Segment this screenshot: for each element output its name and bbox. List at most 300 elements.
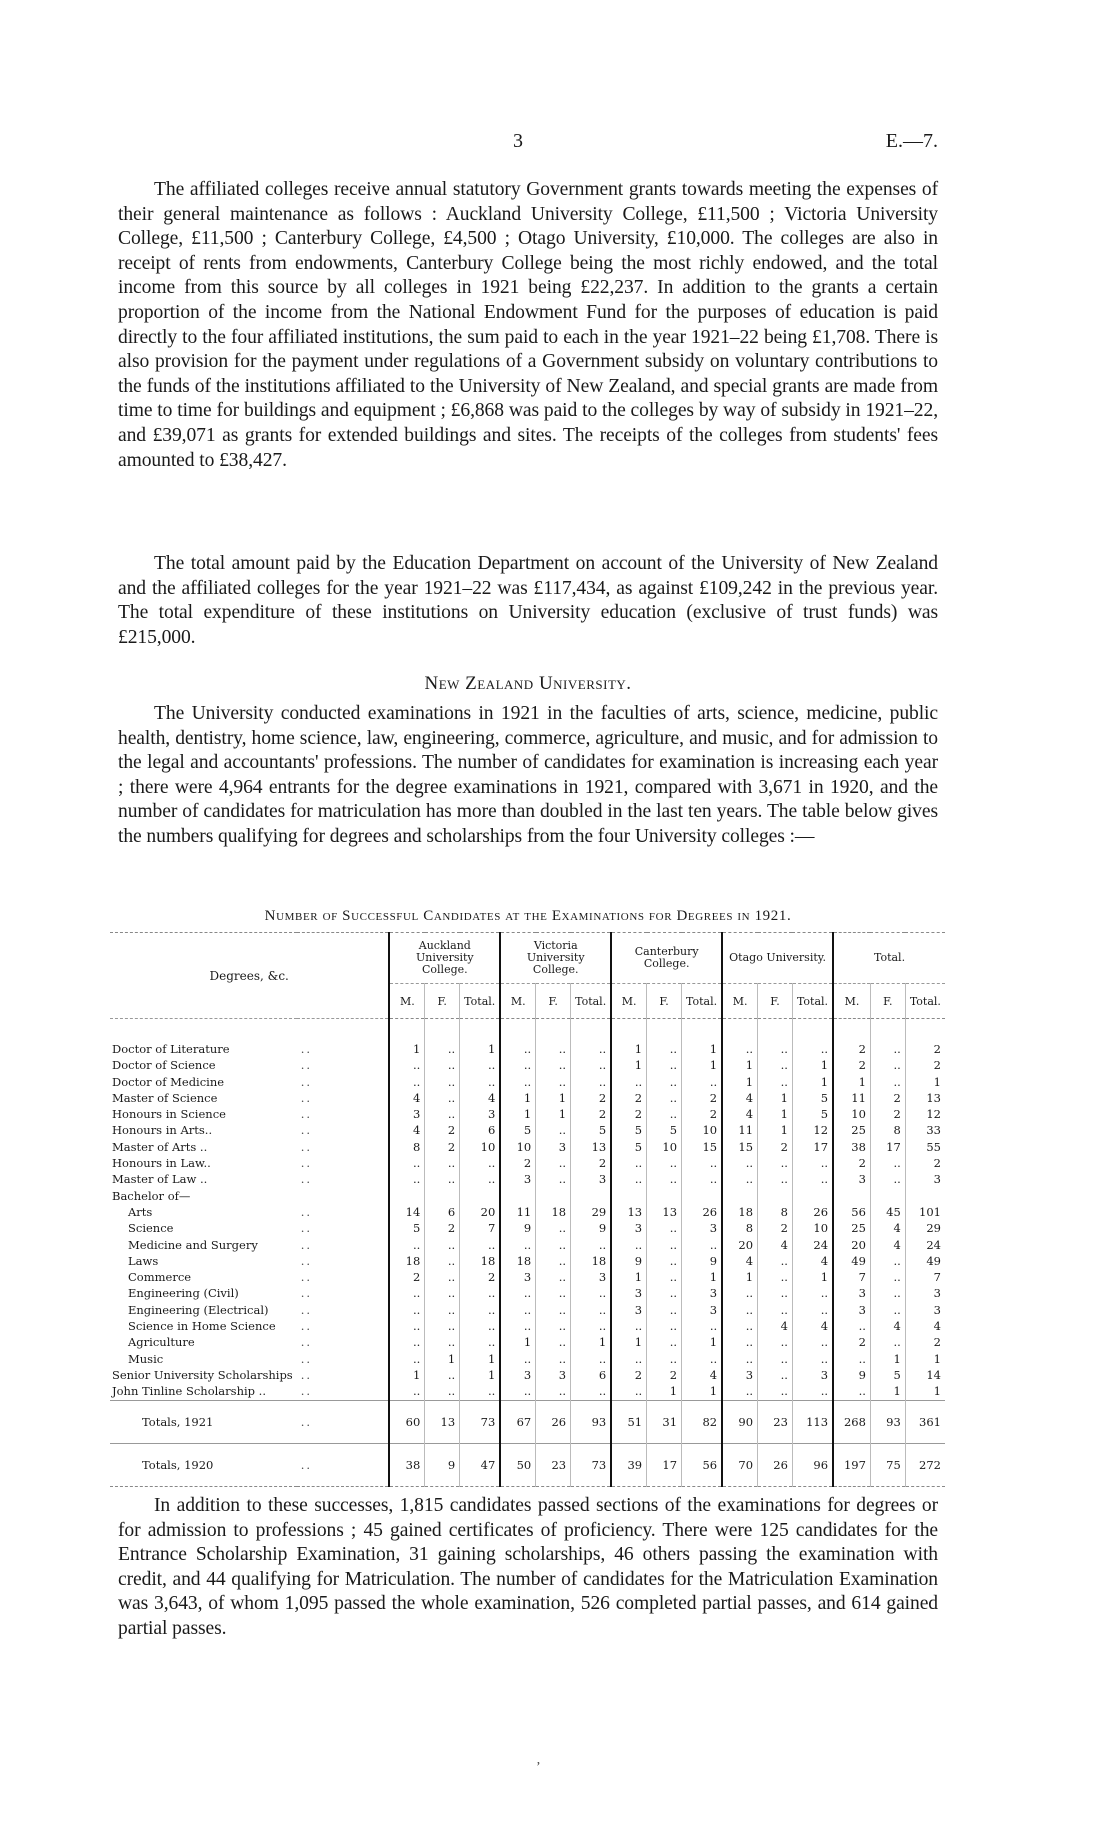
- cell-value: 2: [833, 1155, 870, 1171]
- cell-value: 268: [833, 1400, 870, 1443]
- paragraph-total-expenditure: The total amount paid by the Education Department on account of the University of New Zealand and the affiliated colleges for the year 1921–22 was £117,434, as against £109,242 in the previous year. The total expenditure of these institutions on University education (exclusive of trust funds) was £215,000.: [118, 553, 938, 648]
- cell-value: ..: [536, 1220, 571, 1236]
- table-row: [110, 1351, 945, 1367]
- table-row: [110, 1188, 945, 1204]
- cell-value: 1: [500, 1334, 535, 1350]
- cell-value: 6: [460, 1122, 501, 1138]
- cell-value: 5: [792, 1090, 833, 1106]
- cell-value: ..: [647, 1220, 682, 1236]
- cell-value: 3: [611, 1285, 646, 1301]
- cell-value: 3: [682, 1220, 723, 1236]
- dot-leader: ..: [297, 1443, 390, 1486]
- cell-value: [571, 1188, 612, 1204]
- cell-value: 82: [682, 1400, 723, 1443]
- cell-value: 4: [722, 1090, 757, 1106]
- cell-value: 5: [571, 1122, 612, 1138]
- cell-value: ..: [682, 1074, 723, 1090]
- cell-value: ..: [425, 1057, 460, 1073]
- cell-value: 1: [682, 1019, 723, 1058]
- dot-leader: ..: [300, 1090, 313, 1105]
- column-header: F.: [536, 984, 571, 1019]
- cell-value: 18: [389, 1253, 424, 1269]
- cell-value: 10: [500, 1139, 535, 1155]
- cell-value: 50: [500, 1443, 535, 1486]
- cell-value: ..: [571, 1057, 612, 1073]
- paragraph-additional-successes: In addition to these successes, 1,815 candidates passed sections of the examinations for degrees or for admission to professions ; 45 gained certificates of proficiency. There were 125 candidates for the Entrance Scholarship Examination, 31 gaining scholarships, 46 others passing the examination with credit, and 44 qualifying for Matriculation. The number of candidates for the Matriculation Examination was 3,643, of whom 1,095 passed the whole examination, 526 completed partial passes, and 614 gained partial passes.: [118, 1495, 938, 1639]
- cell-value: 3: [833, 1302, 870, 1318]
- cell-value: ..: [571, 1302, 612, 1318]
- cell-value: 3: [833, 1171, 870, 1187]
- cell-value: ..: [722, 1155, 757, 1171]
- cell-value: 9: [682, 1253, 723, 1269]
- cell-value: ..: [460, 1334, 501, 1350]
- cell-value: 70: [722, 1443, 757, 1486]
- cell-value: ..: [758, 1074, 793, 1090]
- cell-value: ..: [571, 1383, 612, 1400]
- cell-value: 56: [833, 1204, 870, 1220]
- row-label: Arts: [128, 1204, 153, 1219]
- cell-value: 93: [571, 1400, 612, 1443]
- cell-value: 56: [682, 1443, 723, 1486]
- cell-value: ..: [536, 1285, 571, 1301]
- cell-value: 12: [792, 1122, 833, 1138]
- cell-value: 2: [905, 1334, 945, 1350]
- dot-leader: ..: [300, 1156, 313, 1171]
- cell-value: 1: [500, 1090, 535, 1106]
- cell-value: ..: [389, 1334, 424, 1350]
- group-header: Victoria University College.: [500, 933, 611, 984]
- cell-value: ..: [647, 1090, 682, 1106]
- cell-value: [870, 1188, 905, 1204]
- cell-value: ..: [460, 1171, 501, 1187]
- cell-value: ..: [870, 1302, 905, 1318]
- cell-value: 3: [500, 1367, 535, 1383]
- cell-value: 4: [389, 1090, 424, 1106]
- row-label: John Tinline Scholarship ..: [112, 1384, 266, 1399]
- dot-leader: ..: [300, 1139, 313, 1154]
- cell-value: 4: [460, 1090, 501, 1106]
- cell-value: 24: [792, 1237, 833, 1253]
- cell-value: ..: [758, 1155, 793, 1171]
- cell-value: 90: [722, 1400, 757, 1443]
- dot-leader: ..: [300, 1042, 313, 1056]
- cell-value: 2: [870, 1106, 905, 1122]
- cell-value: 3: [571, 1269, 612, 1285]
- cell-value: 3: [792, 1367, 833, 1383]
- cell-value: 3: [500, 1171, 535, 1187]
- cell-value: 1: [905, 1351, 945, 1367]
- cell-value: ..: [389, 1285, 424, 1301]
- cell-value: 5: [792, 1106, 833, 1122]
- cell-value: ..: [833, 1351, 870, 1367]
- cell-value: 272: [905, 1443, 945, 1486]
- cell-value: 2: [905, 1057, 945, 1073]
- cell-value: 13: [571, 1139, 612, 1155]
- cell-value: 4: [792, 1318, 833, 1334]
- cell-value: 9: [571, 1220, 612, 1236]
- cell-value: 7: [460, 1220, 501, 1236]
- cell-value: 29: [571, 1204, 612, 1220]
- cell-value: 18: [571, 1253, 612, 1269]
- cell-value: ..: [460, 1285, 501, 1301]
- cell-value: ..: [536, 1155, 571, 1171]
- dot-leader: ..: [300, 1270, 313, 1285]
- cell-value: 18: [722, 1204, 757, 1220]
- page-number: 3: [513, 130, 523, 152]
- cell-value: ..: [833, 1318, 870, 1334]
- cell-value: ..: [647, 1351, 682, 1367]
- table-row: [110, 1269, 945, 1285]
- cell-value: [536, 1188, 571, 1204]
- cell-value: 2: [682, 1106, 723, 1122]
- cell-value: ..: [722, 1302, 757, 1318]
- cell-value: 1: [870, 1383, 905, 1400]
- cell-value: 73: [460, 1400, 501, 1443]
- cell-value: 1: [792, 1074, 833, 1090]
- row-header: Degrees, &c.: [110, 933, 389, 1019]
- cell-value: [682, 1188, 723, 1204]
- dot-leader: ..: [300, 1074, 313, 1089]
- column-header: M.: [833, 984, 870, 1019]
- cell-value: ..: [870, 1019, 905, 1058]
- cell-value: 12: [905, 1106, 945, 1122]
- cell-value: 3: [682, 1285, 723, 1301]
- cell-value: ..: [758, 1269, 793, 1285]
- cell-value: 8: [722, 1220, 757, 1236]
- cell-value: ..: [722, 1334, 757, 1350]
- row-label: Bachelor of—: [112, 1188, 191, 1203]
- cell-value: 4: [722, 1253, 757, 1269]
- cell-value: ..: [536, 1122, 571, 1138]
- cell-value: 1: [722, 1269, 757, 1285]
- cell-value: ..: [611, 1171, 646, 1187]
- section-title: New Zealand University.: [424, 673, 632, 694]
- cell-value: 4: [758, 1237, 793, 1253]
- dot-leader: ..: [300, 1351, 313, 1366]
- cell-value: ..: [425, 1383, 460, 1400]
- cell-value: 2: [611, 1106, 646, 1122]
- row-label: Medicine and Surgery: [128, 1237, 258, 1252]
- cell-value: ..: [389, 1302, 424, 1318]
- column-header: Total.: [792, 984, 833, 1019]
- cell-value: 73: [571, 1443, 612, 1486]
- cell-value: 5: [500, 1122, 535, 1138]
- cell-value: 2: [611, 1367, 646, 1383]
- cell-value: ..: [722, 1318, 757, 1334]
- cell-value: 1: [611, 1057, 646, 1073]
- cell-value: 4: [682, 1367, 723, 1383]
- cell-value: 4: [758, 1318, 793, 1334]
- dot-leader: ..: [300, 1237, 313, 1252]
- cell-value: ..: [425, 1318, 460, 1334]
- cell-value: ..: [611, 1155, 646, 1171]
- table-row: [110, 1122, 945, 1138]
- column-header: F.: [647, 984, 682, 1019]
- cell-value: ..: [722, 1351, 757, 1367]
- cell-value: ..: [500, 1074, 535, 1090]
- cell-value: ..: [571, 1237, 612, 1253]
- cell-value: [905, 1188, 945, 1204]
- cell-value: 2: [425, 1220, 460, 1236]
- table-row: [110, 1285, 945, 1301]
- cell-value: ..: [389, 1074, 424, 1090]
- cell-value: 2: [870, 1090, 905, 1106]
- dot-leader: ..: [297, 1400, 390, 1443]
- cell-value: ..: [460, 1318, 501, 1334]
- totals-row: [110, 1400, 945, 1443]
- stray-mark: ’: [536, 1760, 541, 1775]
- cell-value: 24: [905, 1237, 945, 1253]
- cell-value: ..: [647, 1057, 682, 1073]
- cell-value: 3: [905, 1302, 945, 1318]
- cell-value: 33: [905, 1122, 945, 1138]
- cell-value: 1: [682, 1269, 723, 1285]
- cell-value: 55: [905, 1139, 945, 1155]
- cell-value: 25: [833, 1220, 870, 1236]
- cell-value: ..: [425, 1171, 460, 1187]
- cell-value: 1: [792, 1057, 833, 1073]
- cell-value: ..: [460, 1237, 501, 1253]
- cell-value: 5: [611, 1122, 646, 1138]
- cell-value: ..: [425, 1253, 460, 1269]
- cell-value: ..: [792, 1171, 833, 1187]
- cell-value: 47: [460, 1443, 501, 1486]
- cell-value: ..: [536, 1253, 571, 1269]
- row-label: Doctor of Science: [112, 1058, 216, 1073]
- column-header: M.: [611, 984, 646, 1019]
- cell-value: ..: [536, 1383, 571, 1400]
- cell-value: ..: [870, 1057, 905, 1073]
- cell-value: 8: [870, 1122, 905, 1138]
- cell-value: 8: [758, 1204, 793, 1220]
- cell-value: ..: [389, 1237, 424, 1253]
- cell-value: 20: [722, 1237, 757, 1253]
- table-row: [110, 1106, 945, 1122]
- cell-value: 38: [833, 1139, 870, 1155]
- cell-value: 1: [647, 1383, 682, 1400]
- cell-value: ..: [682, 1237, 723, 1253]
- row-label: Engineering (Electrical): [128, 1302, 269, 1317]
- table-caption: Number of Successful Candidates at the Examinations for Degrees in 1921.: [264, 908, 792, 924]
- successful-candidates-table: [110, 932, 945, 1495]
- dot-leader: ..: [300, 1123, 313, 1138]
- cell-value: ..: [425, 1090, 460, 1106]
- column-header: F.: [758, 984, 793, 1019]
- dot-leader: ..: [300, 1286, 313, 1301]
- cell-value: 18: [536, 1204, 571, 1220]
- cell-value: 14: [905, 1367, 945, 1383]
- cell-value: 1: [611, 1019, 646, 1058]
- cell-value: ..: [425, 1074, 460, 1090]
- cell-value: ..: [389, 1383, 424, 1400]
- cell-value: 2: [833, 1334, 870, 1350]
- table-totals: [110, 1400, 945, 1486]
- cell-value: ..: [425, 1285, 460, 1301]
- table-row: [110, 1019, 945, 1058]
- cell-value: 5: [389, 1220, 424, 1236]
- cell-value: 10: [647, 1139, 682, 1155]
- cell-value: ..: [682, 1155, 723, 1171]
- cell-value: ..: [722, 1171, 757, 1187]
- row-label: Music: [128, 1351, 164, 1366]
- cell-value: 1: [536, 1106, 571, 1122]
- table-row: [110, 1302, 945, 1318]
- cell-value: 1: [833, 1074, 870, 1090]
- cell-value: 26: [758, 1443, 793, 1486]
- dot-leader: ..: [300, 1221, 313, 1236]
- column-header: M.: [500, 984, 535, 1019]
- cell-value: ..: [870, 1074, 905, 1090]
- cell-value: ..: [425, 1019, 460, 1058]
- cell-value: 49: [905, 1253, 945, 1269]
- cell-value: 13: [611, 1204, 646, 1220]
- cell-value: ..: [833, 1383, 870, 1400]
- cell-value: 4: [870, 1237, 905, 1253]
- cell-value: ..: [500, 1351, 535, 1367]
- cell-value: 2: [905, 1155, 945, 1171]
- cell-value: 10: [682, 1122, 723, 1138]
- totals-row: [110, 1443, 945, 1486]
- cell-value: ..: [647, 1155, 682, 1171]
- group-header: Auckland University College.: [389, 933, 500, 984]
- cell-value: 1: [536, 1090, 571, 1106]
- table-body: [110, 1019, 945, 1401]
- cell-value: 11: [500, 1204, 535, 1220]
- cell-value: ..: [536, 1302, 571, 1318]
- dot-leader: ..: [300, 1204, 313, 1219]
- cell-value: ..: [500, 1019, 535, 1058]
- cell-value: ..: [500, 1057, 535, 1073]
- column-header: M.: [722, 984, 757, 1019]
- running-header: [118, 130, 938, 154]
- cell-value: ..: [425, 1106, 460, 1122]
- cell-value: ..: [611, 1074, 646, 1090]
- table-row: [110, 1220, 945, 1236]
- cell-value: ..: [647, 1171, 682, 1187]
- table-row: [110, 1204, 945, 1220]
- cell-value: ..: [722, 1019, 757, 1058]
- cell-value: ..: [536, 1074, 571, 1090]
- cell-value: ..: [870, 1269, 905, 1285]
- column-header: M.: [389, 984, 424, 1019]
- cell-value: 9: [611, 1253, 646, 1269]
- table-row: [110, 1367, 945, 1383]
- cell-value: 1: [722, 1057, 757, 1073]
- table-row: [110, 1171, 945, 1187]
- cell-value: 2: [758, 1220, 793, 1236]
- cell-value: 3: [571, 1171, 612, 1187]
- cell-value: ..: [647, 1269, 682, 1285]
- cell-value: 29: [905, 1220, 945, 1236]
- cell-value: 197: [833, 1443, 870, 1486]
- table-row: [110, 1237, 945, 1253]
- dot-leader: ..: [300, 1253, 313, 1268]
- cell-value: ..: [647, 1334, 682, 1350]
- column-header: Total.: [571, 984, 612, 1019]
- cell-value: 7: [833, 1269, 870, 1285]
- cell-value: 3: [500, 1269, 535, 1285]
- row-label: Honours in Law..: [112, 1156, 211, 1171]
- column-header: F.: [870, 984, 905, 1019]
- cell-value: ..: [536, 1351, 571, 1367]
- cell-value: 2: [905, 1019, 945, 1058]
- cell-value: ..: [647, 1318, 682, 1334]
- cell-value: 4: [870, 1318, 905, 1334]
- cell-value: 1: [758, 1090, 793, 1106]
- cell-value: ..: [611, 1237, 646, 1253]
- cell-value: ..: [792, 1155, 833, 1171]
- cell-value: 1: [389, 1019, 424, 1058]
- dot-leader: ..: [300, 1172, 313, 1187]
- cell-value: 13: [425, 1400, 460, 1443]
- cell-value: ..: [682, 1171, 723, 1187]
- column-header: Total.: [905, 984, 945, 1019]
- cell-value: 2: [571, 1155, 612, 1171]
- table-row: [110, 1057, 945, 1073]
- cell-value: ..: [460, 1155, 501, 1171]
- cell-value: ..: [571, 1351, 612, 1367]
- cell-value: 1: [389, 1367, 424, 1383]
- cell-value: 2: [389, 1269, 424, 1285]
- cell-value: ..: [870, 1253, 905, 1269]
- row-label: Agriculture: [128, 1335, 195, 1350]
- cell-value: ..: [425, 1302, 460, 1318]
- cell-value: 10: [833, 1106, 870, 1122]
- cell-value: 1: [460, 1019, 501, 1058]
- cell-value: ..: [758, 1171, 793, 1187]
- cell-value: ..: [758, 1057, 793, 1073]
- cell-value: ..: [500, 1285, 535, 1301]
- row-label: Science in Home Science: [128, 1319, 276, 1334]
- cell-value: ..: [571, 1318, 612, 1334]
- cell-value: 4: [792, 1253, 833, 1269]
- cell-value: 31: [647, 1400, 682, 1443]
- cell-value: ..: [536, 1057, 571, 1073]
- dot-leader: ..: [300, 1367, 313, 1382]
- table-row: [110, 1090, 945, 1106]
- row-label: Doctor of Medicine: [112, 1074, 225, 1089]
- cell-value: 5: [611, 1139, 646, 1155]
- cell-value: [722, 1188, 757, 1204]
- group-header: Canterbury College.: [611, 933, 722, 984]
- cell-value: 3: [905, 1285, 945, 1301]
- cell-value: ..: [460, 1383, 501, 1400]
- cell-value: ..: [870, 1155, 905, 1171]
- cell-value: 3: [460, 1106, 501, 1122]
- cell-value: 26: [792, 1204, 833, 1220]
- cell-value: ..: [792, 1285, 833, 1301]
- cell-value: ..: [611, 1383, 646, 1400]
- cell-value: ..: [758, 1383, 793, 1400]
- cell-value: ..: [536, 1237, 571, 1253]
- cell-value: 5: [870, 1367, 905, 1383]
- cell-value: ..: [500, 1237, 535, 1253]
- document-reference: E.—7.: [885, 130, 938, 152]
- cell-value: ..: [425, 1237, 460, 1253]
- cell-value: 1: [460, 1367, 501, 1383]
- cell-value: 17: [792, 1139, 833, 1155]
- cell-value: [833, 1188, 870, 1204]
- cell-value: [792, 1188, 833, 1204]
- cell-value: 2: [611, 1090, 646, 1106]
- cell-value: ..: [389, 1057, 424, 1073]
- cell-value: ..: [792, 1351, 833, 1367]
- cell-value: 101: [905, 1204, 945, 1220]
- cell-value: ..: [460, 1074, 501, 1090]
- cell-value: 18: [460, 1253, 501, 1269]
- cell-value: ..: [500, 1383, 535, 1400]
- cell-value: [647, 1188, 682, 1204]
